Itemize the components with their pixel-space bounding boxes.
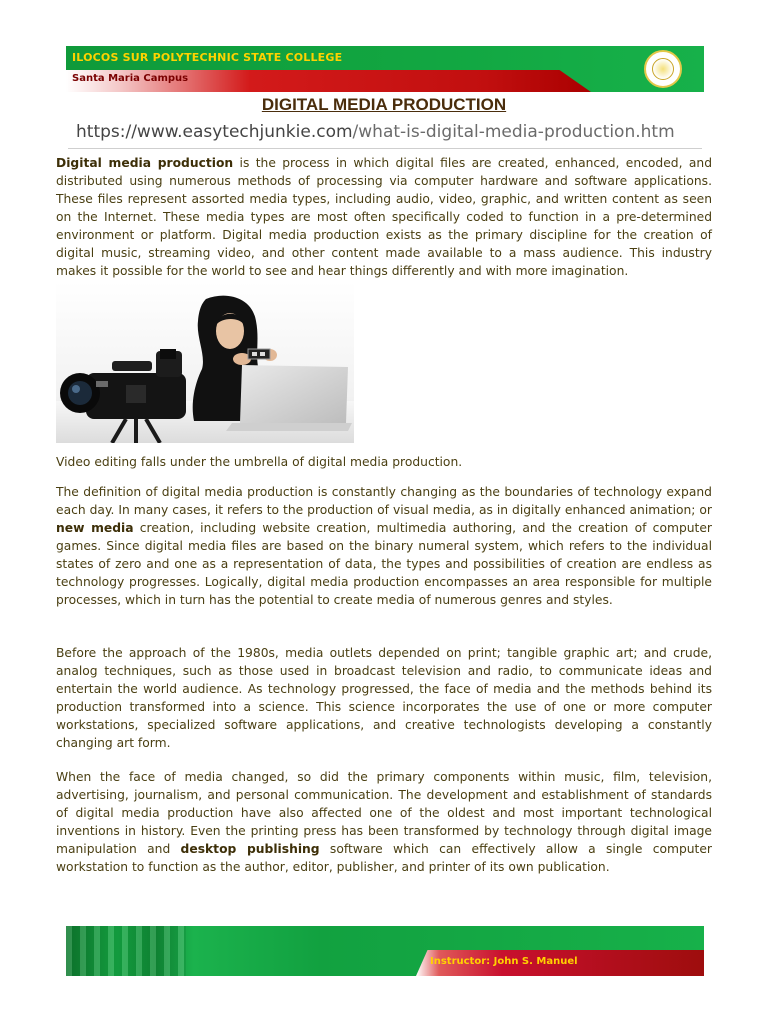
- header-banner: [66, 46, 704, 92]
- woman-with-camera-and-laptop-photo: [56, 281, 354, 443]
- para4-text-end: software which can effectively allow a single computer workstation to function as the author, editor, publisher, and printer of its own publication.: [56, 842, 712, 874]
- para2-text-end: creation, including website creation, multimedia authoring, and the creation of computer games. Since digital media files are based on the binary numeral system, which refers to the individual states of zero and one as a representation of data, the types and possibilities of creation are endless as technology progresses. Logically, digital media production encompasses an area responsible for multiple processes, which in turn has the potential to create media of numerous genres and styles.: [56, 521, 712, 607]
- intro-paragraph: [56, 154, 712, 280]
- paragraph-definition: [56, 483, 712, 609]
- source-url[interactable]: [76, 122, 696, 142]
- footer-stripes: [66, 926, 186, 976]
- url-host: https://www.easytechjunkie.com: [76, 122, 353, 142]
- instructor-name: Instructor: John S. Manuel: [430, 956, 578, 967]
- image-caption: Video editing falls under the umbrella of digital media production.: [56, 455, 463, 469]
- para4-text-start: When the face of media changed, so did the primary components within music, film, television, advertising, journalism, and personal communication. The development and establishment of standards of digital media production have also affected one of the oldest and most important technological inventions in history. Even the printing press has been transformed by technology through digital image manipulation and: [56, 770, 712, 856]
- para2-text-start: The definition of digital media production is constantly changing as the boundaries of technology expand each day. In many cases, it refers to the production of visual media, as in digitally enhanced animation; or: [56, 485, 712, 517]
- paragraph-components: [56, 768, 712, 876]
- desktop-publishing-term: desktop publishing: [180, 842, 320, 856]
- footer-banner: [66, 926, 704, 976]
- page-title: DIGITAL MEDIA PRODUCTION: [261, 95, 507, 114]
- intro-lead: Digital media production: [56, 156, 234, 170]
- paragraph-history: Before the approach of the 1980s, media outlets depended on print; tangible graphic art; and crude, analog techniques, such as those used in broadcast television and radio, to communicate ideas and entertain the world audience. As technology progressed, the face of media and the methods behind its production transformed into a science. This science incorporates the use of one or more computer workstations, specialized software applications, and creative technologists developing a constantly changing art form.: [56, 646, 712, 750]
- url-path: /what-is-digital-media-production.htm: [352, 122, 675, 142]
- college-name: ILOCOS SUR POLYTECHNIC STATE COLLEGE: [72, 51, 343, 64]
- photo-illustration: [56, 281, 354, 443]
- new-media-term: new media: [56, 521, 134, 535]
- intro-text: is the process in which digital files are created, enhanced, encoded, and distributed using numerous methods of processing via computer hardware and software applications. These files represent assorted media types, including audio, video, graphic, and written content as seen on the Internet. These media types are most often specifically coded to function in a pre-determined environment or platform. Digital media production exists as the primary discipline for the creation of digital music, streaming video, and other content made available to a mass audience. This industry makes it possible for the world to see and hear things differently and with more imagination.: [56, 156, 712, 278]
- college-seal-icon: [644, 50, 682, 88]
- campus-name: Santa Maria Campus: [72, 73, 189, 84]
